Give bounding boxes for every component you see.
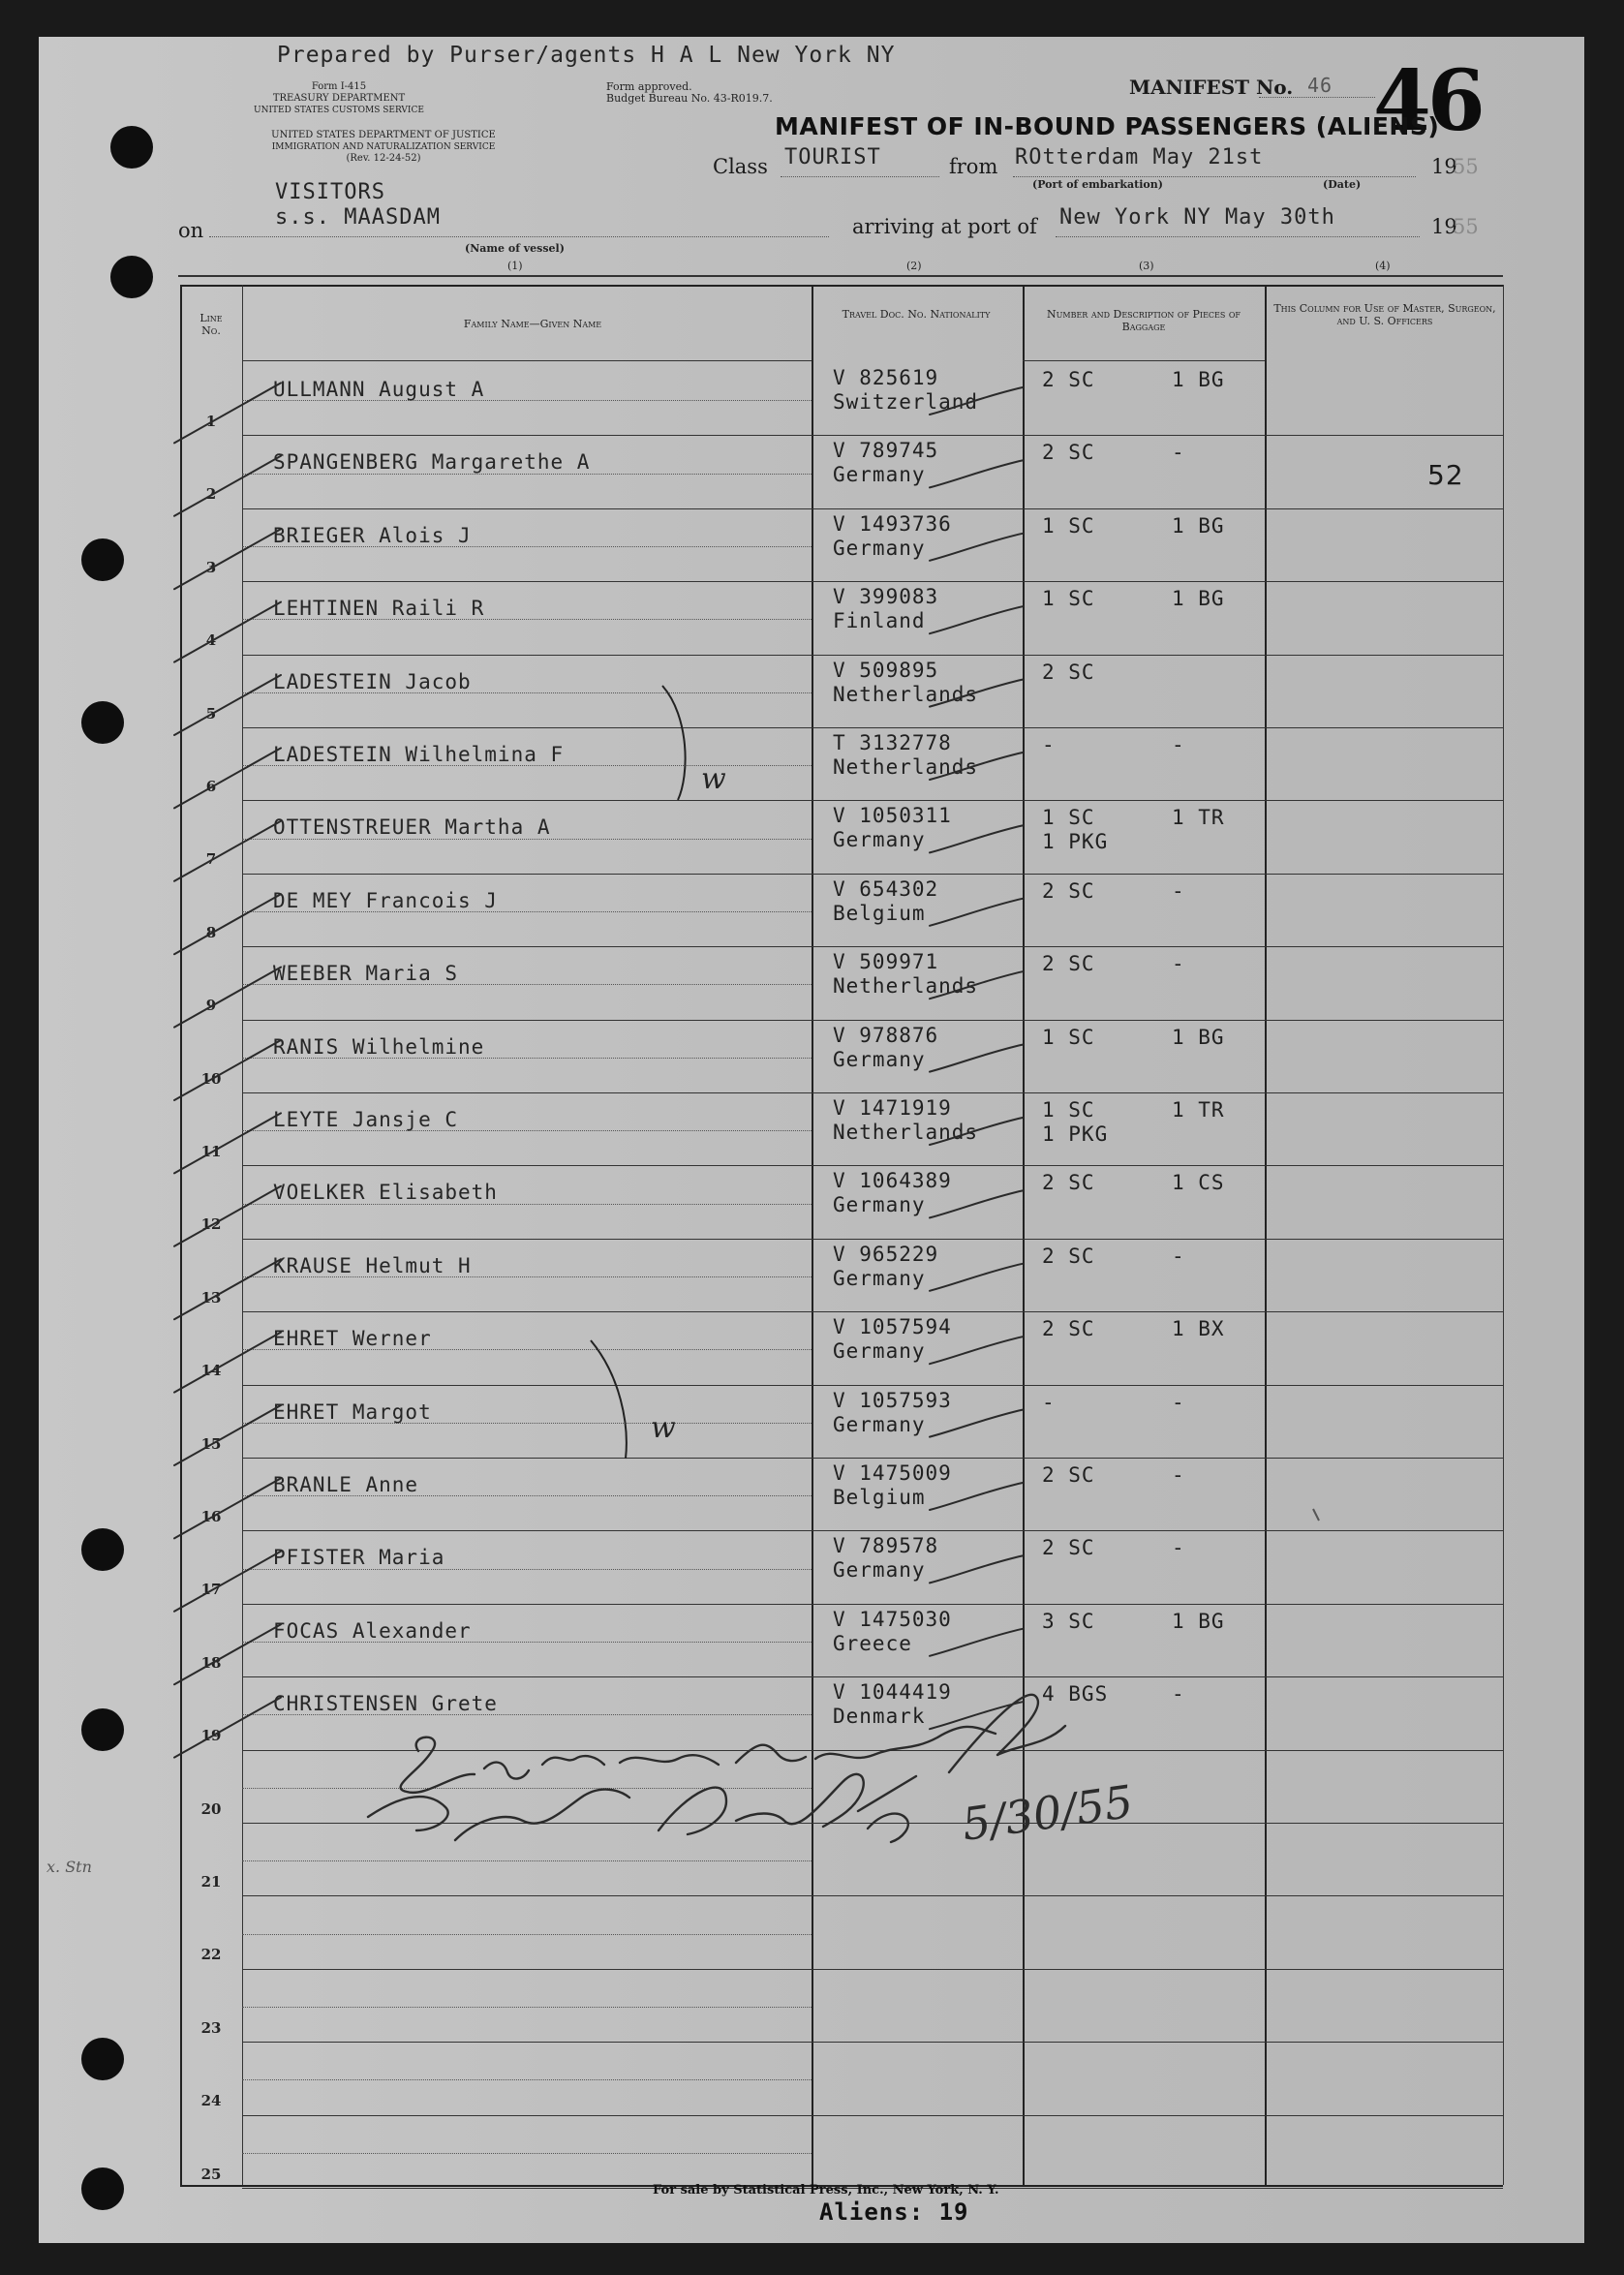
line-number: 11 (200, 1143, 222, 1160)
baggage-pieces: 2 SC (1042, 1536, 1095, 1560)
row-dotted-guide (242, 2079, 812, 2080)
travel-doc-number: V 1471919 (833, 1096, 952, 1120)
passenger-name: BRIEGER Alois J (273, 523, 472, 547)
passenger-name: RANIS Wilhelmine (273, 1034, 485, 1059)
baggage-pieces: - (1042, 1390, 1056, 1414)
binder-hole (81, 1708, 124, 1751)
baggage-extra: - (1172, 1536, 1185, 1560)
baggage-pieces: - (1042, 733, 1056, 756)
baggage-extra: 1 TR (1172, 806, 1225, 830)
baggage-extra: - (1172, 733, 1185, 756)
row-dotted-guide (242, 2007, 812, 2008)
nationality: Germany (833, 1266, 926, 1290)
row-separator (242, 1311, 1503, 1312)
baggage-cell (1042, 952, 1095, 976)
revision-text: (Rev. 12-24-52) (346, 153, 421, 164)
line-number: 14 (200, 1362, 222, 1380)
passenger-name: SPANGENBERG Margarethe A (273, 450, 591, 475)
nationality: Germany (833, 1339, 926, 1364)
passenger-name: LADESTEIN Wilhelmina F (273, 743, 565, 766)
baggage-pieces: 2 SC (1042, 1317, 1095, 1341)
baggage-pieces-extra-line: 1 PKG (1042, 1122, 1109, 1146)
row-dotted-guide (242, 1860, 812, 1861)
row-separator (242, 1750, 1503, 1751)
row-dotted-guide (242, 1934, 812, 1935)
binder-hole (81, 701, 124, 744)
travel-doc-cell (833, 512, 952, 561)
travel-doc-number: V 1057594 (833, 1315, 952, 1339)
margin-note: x. Stn (46, 1858, 92, 1876)
baggage-cell (1042, 661, 1095, 685)
baggage-cell (1042, 806, 1108, 854)
baggage-pieces: 2 SC (1042, 1463, 1095, 1487)
manifest-title: MANIFEST OF IN-BOUND PASSENGERS (ALIENS) (775, 112, 1440, 140)
year-prefix-2: 19 (1431, 215, 1457, 238)
officer-mark: 52 (1427, 459, 1464, 491)
row-separator (242, 874, 1503, 875)
col-header-baggage: Number and Description of Pieces of Baggage (1047, 308, 1241, 333)
baggage-cell (1042, 1245, 1095, 1269)
travel-doc-cell (833, 366, 978, 415)
passenger-name: LEYTE Jansje C (273, 1108, 459, 1131)
baggage-extra: 1 BX (1172, 1317, 1225, 1341)
line-number: 21 (200, 1873, 222, 1891)
row-separator (242, 1823, 1503, 1824)
travel-doc-cell (833, 877, 938, 926)
row-separator (242, 1895, 1503, 1896)
travel-doc-cell (833, 950, 978, 999)
baggage-pieces: 1 SC (1042, 1025, 1095, 1049)
form-number (194, 81, 484, 116)
year-suffix-1: 55 (1453, 155, 1479, 178)
justice-block (180, 130, 587, 165)
row-separator (242, 946, 1503, 947)
baggage-extra: 1 BG (1172, 513, 1225, 538)
from-label: from (949, 155, 998, 178)
baggage-extra: - (1172, 1463, 1185, 1487)
baggage-cell (1042, 1610, 1095, 1634)
baggage-extra: - (1172, 878, 1185, 903)
vessel-caption: (Name of vessel) (465, 242, 565, 255)
baggage-pieces: 2 SC (1042, 660, 1095, 684)
travel-doc-number: V 509895 (833, 658, 939, 682)
travel-doc-cell (833, 1608, 952, 1656)
nationality: Belgium (833, 1486, 926, 1509)
travel-doc-number: V 1493736 (833, 511, 952, 536)
treasury-dept-text: TREASURY DEPARTMENT (272, 93, 406, 104)
baggage-cell (1042, 1317, 1095, 1341)
baggage-cell (1042, 514, 1095, 538)
year-prefix-1: 19 (1431, 155, 1457, 178)
passenger-name: PFISTER Maria (273, 1546, 445, 1570)
manifest-no-label: MANIFEST No. (1129, 76, 1294, 99)
baggage-extra: - (1172, 952, 1185, 976)
arriving-label: arriving at port of (852, 215, 1037, 238)
line-number: 19 (200, 1727, 222, 1745)
w-mark: w (701, 762, 726, 796)
baggage-pieces: 2 SC (1042, 441, 1095, 465)
w-mark: w (651, 1411, 676, 1445)
nationality: Germany (833, 1047, 926, 1071)
travel-doc-cell (833, 1534, 938, 1583)
nationality: Netherlands (833, 682, 979, 706)
baggage-cell (1042, 587, 1095, 611)
printer-imprint: For sale by Statistical Press, Inc., New York, N. Y. (653, 2183, 999, 2198)
line-number: 24 (200, 2092, 222, 2110)
travel-doc-number: V 789578 (833, 1534, 939, 1558)
line-number: 17 (200, 1581, 222, 1599)
passenger-name: KRAUSE Helmut H (273, 1253, 472, 1277)
baggage-cell (1042, 1098, 1108, 1147)
passenger-name: EHRET Margot (273, 1399, 432, 1424)
date-caption: (Date) (1323, 178, 1362, 191)
travel-doc-cell (833, 1389, 952, 1437)
travel-doc-cell (833, 439, 938, 487)
col-header-travel-doc: Travel Doc. No. Nationality (842, 308, 991, 321)
baggage-cell (1042, 368, 1095, 392)
baggage-cell (1042, 1391, 1056, 1415)
baggage-cell (1042, 1171, 1095, 1195)
binder-hole (81, 2038, 124, 2080)
col-header-officers: This Column for Use of Master, Surgeon, and U. S. Officers (1273, 302, 1496, 327)
passenger-name: EHRET Werner (273, 1327, 432, 1351)
budget-bureau-text: Budget Bureau No. 43-R019.7. (606, 92, 773, 105)
baggage-extra: 1 BG (1172, 368, 1225, 391)
baggage-pieces: 3 SC (1042, 1609, 1095, 1633)
line-number: 5 (205, 704, 217, 722)
passenger-name: LEHTINEN Raili R (273, 597, 485, 621)
col-header-name: Family Name—Given Name (463, 318, 602, 330)
baggage-cell (1042, 1463, 1095, 1488)
nationality: Germany (833, 828, 926, 852)
nationality: Belgium (833, 901, 926, 925)
line-number: 9 (205, 997, 217, 1015)
travel-doc-number: V 654302 (833, 876, 939, 901)
line-number: 16 (200, 1508, 222, 1525)
nationality: Netherlands (833, 1121, 979, 1144)
travel-doc-number: V 1475030 (833, 1607, 952, 1631)
travel-doc-number: V 1044419 (833, 1680, 952, 1705)
travel-doc-number: V 509971 (833, 950, 939, 974)
row-separator (242, 1676, 1503, 1677)
justice-dept-text: UNITED STATES DEPARTMENT OF JUSTICE (271, 130, 496, 140)
travel-doc-cell (833, 1169, 952, 1217)
travel-doc-cell (833, 585, 938, 633)
from-value: ROtterdam May 21st (1015, 145, 1264, 169)
passenger-name: CHRISTENSEN Grete (273, 1692, 498, 1716)
baggage-pieces: 2 SC (1042, 368, 1095, 391)
row-separator (242, 508, 1503, 509)
binder-hole (110, 126, 153, 169)
row-separator (242, 1604, 1503, 1605)
passenger-name: FOCAS Alexander (273, 1618, 472, 1643)
line-number: 22 (200, 1946, 222, 1964)
baggage-pieces: 1 SC (1042, 587, 1095, 611)
passenger-name: BRANLE Anne (273, 1473, 419, 1496)
baggage-extra: - (1172, 1244, 1185, 1268)
passenger-name: OTTENSTREUER Martha A (273, 815, 551, 840)
nationality: Greece (833, 1631, 912, 1655)
row-dotted-guide (242, 2153, 812, 2154)
line-number: 25 (200, 2165, 222, 2183)
baggage-pieces: 4 BGS (1042, 1682, 1109, 1706)
vessel-line-2: s.s. MAASDAM (275, 205, 441, 230)
row-separator (242, 435, 1503, 436)
line-number: 18 (200, 1653, 222, 1672)
passenger-name: DE MEY Francois J (273, 888, 498, 912)
row-separator (242, 1092, 1503, 1093)
col-num-3: (3) (1139, 260, 1154, 272)
travel-doc-cell (833, 1461, 952, 1510)
nationality: Germany (833, 1193, 926, 1217)
travel-doc-cell (833, 731, 978, 780)
nationality: Switzerland (833, 390, 979, 414)
col-header-line-no: Line No. (199, 312, 223, 337)
baggage-extra: 1 BG (1172, 1025, 1225, 1049)
line-number: 1 (205, 413, 217, 430)
signature-date: 5/30/55 (959, 1774, 1137, 1851)
row-separator (242, 1458, 1503, 1459)
nationality: Denmark (833, 1705, 926, 1729)
travel-doc-number: V 399083 (833, 585, 939, 609)
line-number: 23 (200, 2018, 222, 2037)
line-number: 4 (205, 631, 217, 650)
row-separator (242, 800, 1503, 801)
binder-hole (110, 256, 153, 298)
line-number: 13 (200, 1288, 222, 1307)
line-number: 10 (200, 1069, 222, 1088)
port-embark-caption: (Port of embarkation) (1032, 178, 1163, 191)
col-num-4: (4) (1375, 260, 1391, 272)
nationality: Finland (833, 609, 926, 633)
baggage-cell (1042, 733, 1056, 757)
year-suffix-2: 55 (1453, 215, 1479, 238)
manifest-no-value: 46 (1307, 74, 1333, 97)
baggage-pieces: 2 SC (1042, 952, 1095, 976)
nationality: Germany (833, 1558, 926, 1583)
row-separator (242, 1020, 1503, 1021)
line-number: 15 (200, 1434, 222, 1453)
baggage-extra: - (1172, 1682, 1185, 1706)
baggage-cell (1042, 1026, 1095, 1050)
passenger-name: ULLMANN August A (273, 378, 485, 401)
passenger-name: LADESTEIN Jacob (273, 669, 472, 693)
nationality: Netherlands (833, 974, 979, 999)
travel-doc-number: V 1475009 (833, 1461, 952, 1485)
binder-hole (81, 538, 124, 581)
baggage-pieces: 1 SC (1042, 806, 1095, 830)
line-number: 8 (205, 923, 217, 941)
binder-hole (81, 2167, 124, 2210)
line-number: 12 (200, 1215, 222, 1234)
row-separator (242, 1239, 1503, 1240)
nationality: Germany (833, 536, 926, 560)
ins-text: IMMIGRATION AND NATURALIZATION SERVICE (271, 142, 496, 152)
baggage-pieces: 2 SC (1042, 878, 1095, 903)
row-separator (242, 1530, 1503, 1531)
baggage-extra: - (1172, 441, 1185, 465)
travel-doc-number: V 965229 (833, 1242, 939, 1266)
form-no-text: Form I-415 (311, 81, 367, 92)
travel-doc-number: V 1057593 (833, 1388, 952, 1412)
passenger-name: WEEBER Maria S (273, 962, 459, 986)
baggage-pieces: 2 SC (1042, 1244, 1095, 1268)
travel-doc-number: V 825619 (833, 366, 939, 389)
binder-hole (81, 1528, 124, 1571)
vessel-line-1: VISITORS (275, 180, 385, 204)
line-number: 6 (205, 778, 217, 795)
baggage-cell (1042, 879, 1095, 904)
aliens-count: Aliens: 19 (819, 2198, 969, 2226)
row-separator (242, 1969, 1503, 1970)
col-num-1: (1) (507, 260, 523, 272)
on-label: on (178, 219, 204, 242)
class-value: TOURIST (784, 145, 881, 169)
travel-doc-cell (833, 1680, 952, 1729)
row-separator (242, 655, 1503, 656)
baggage-pieces: 2 SC (1042, 1171, 1095, 1195)
travel-doc-number: V 1064389 (833, 1169, 952, 1193)
customs-service-text: UNITED STATES CUSTOMS SERVICE (254, 106, 424, 115)
baggage-pieces-extra-line: 1 PKG (1042, 830, 1109, 854)
form-approved-text: Form approved. (606, 80, 692, 93)
arriving-value: New York NY May 30th (1059, 205, 1335, 230)
prepared-by-line: Prepared by Purser/agents H A L New York NY (277, 43, 896, 68)
row-separator (242, 581, 1503, 582)
travel-doc-cell (833, 1315, 952, 1364)
nationality: Netherlands (833, 755, 979, 779)
travel-doc-cell (833, 1243, 938, 1291)
travel-doc-cell (833, 1024, 938, 1072)
nationality: Germany (833, 1412, 926, 1436)
line-number: 7 (205, 850, 217, 869)
baggage-extra: 1 BG (1172, 1609, 1225, 1633)
baggage-cell (1042, 441, 1095, 465)
baggage-cell (1042, 1682, 1108, 1706)
row-dotted-guide (242, 1788, 812, 1789)
line-number: 20 (200, 1799, 222, 1818)
baggage-extra: 1 TR (1172, 1098, 1225, 1122)
baggage-cell (1042, 1536, 1095, 1560)
baggage-extra: - (1172, 1390, 1185, 1414)
travel-doc-number: V 978876 (833, 1023, 939, 1047)
line-number: 3 (205, 558, 217, 576)
line-number: 2 (205, 485, 217, 504)
travel-doc-cell (833, 659, 978, 707)
row-separator (242, 727, 1503, 728)
baggage-extra: 1 CS (1172, 1171, 1225, 1195)
row-separator (242, 2115, 1503, 2116)
baggage-extra: 1 BG (1172, 587, 1225, 611)
travel-doc-number: V 1050311 (833, 804, 952, 828)
row-separator (242, 1165, 1503, 1166)
baggage-pieces: 1 SC (1042, 513, 1095, 538)
travel-doc-number: V 789745 (833, 439, 939, 463)
class-label: Class (713, 155, 768, 178)
col-num-2: (2) (906, 260, 922, 272)
manifest-big-number: 46 (1373, 52, 1482, 150)
passenger-name: VOELKER Elisabeth (273, 1181, 498, 1205)
baggage-pieces: 1 SC (1042, 1098, 1095, 1122)
travel-doc-cell (833, 804, 952, 852)
row-separator (242, 2042, 1503, 2043)
travel-doc-number: T 3132778 (833, 731, 952, 754)
approval-block (606, 81, 773, 105)
row-separator (242, 1385, 1503, 1386)
travel-doc-cell (833, 1096, 978, 1145)
nationality: Germany (833, 463, 926, 487)
